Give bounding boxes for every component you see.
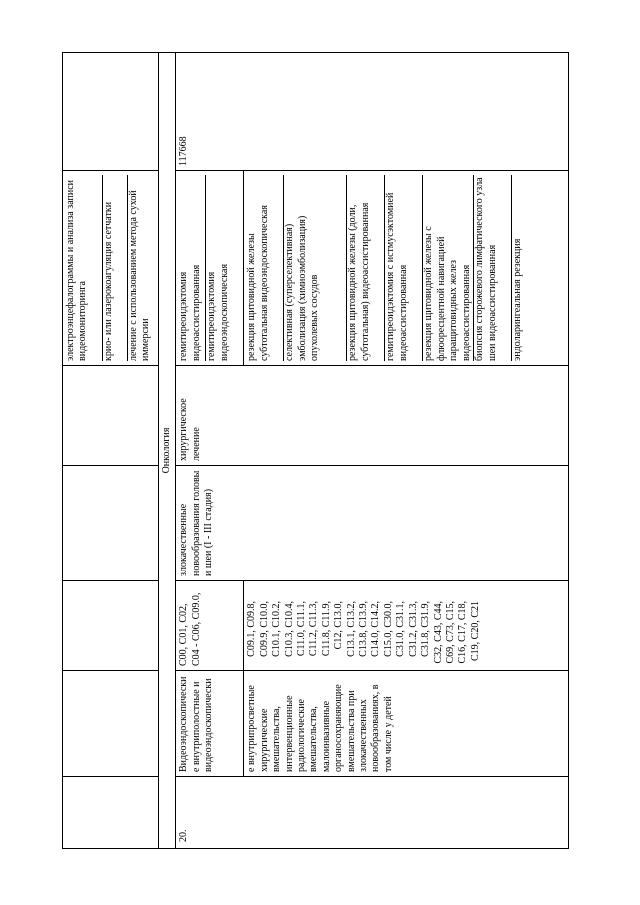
method-item: электроэнцефалограммы и анализа записи видеомониторинга [65, 175, 103, 361]
method-item: эндоларингеальная резекция [512, 238, 524, 361]
cell-cost-empty [63, 53, 159, 171]
cell-number-empty [63, 777, 159, 849]
procedure-name-head: Видеоэндоскопические внутриполостные и видеоэндоскопически [176, 671, 244, 777]
procedure-table [62, 52, 569, 849]
method-item: биопсия сторожевого лимфатического узла шеи видеоассистированная [474, 175, 512, 361]
method-item: резекция щитовидной железы с флюоресцентной навигацией паращитовидных желез видеоассистированная [423, 175, 474, 361]
methods-tail [244, 171, 569, 366]
patient-model: злокачественные новообразования головы и шеи (I - III стадия) [176, 466, 569, 581]
rotated-table-container [62, 53, 573, 849]
section-title: Онкология [159, 53, 176, 849]
table-row-previous [63, 53, 159, 849]
method-item: селективная (суперселективная) эмболизация (химиоэмболизация) опухолевых сосудов [284, 175, 347, 361]
treatment-type: хирургическое лечение [176, 366, 569, 466]
diagnosis-codes-tail: C09.1, C09.8, C09.9, C10.0, C10.1, C10.2, C10.3, C10.4, C11.0, C11.1, C11.2, C11.3, C11.8, C11.9, C12, C13.0, C13.1, C13.2, C13.8, C13.9, C14.0, C14.2, C15.0, C30.0, C31.0, C31.1, C31.2, C31.3, C31.8, C31.9, C32, C43, C44, C69, C73, C15, C16, C17, C18, C19, C20, C21 [244, 581, 569, 671]
cell-treatment-empty [63, 366, 159, 466]
methods-list-previous [65, 175, 154, 361]
method-item: гемитиреоидэктомия с истмусэктомией видеоассистированная [385, 175, 423, 361]
method-item: резекция щитовидной железы субтотальная видеоэндоскопическая [246, 175, 284, 361]
procedure-name-tail: е внутрипросветные хирургические вмешательства, интервенционные радиологические вмешательства, малоинвазивные органосохраняющие вмешательства при злокачественных новообразованиях, в том числе у детей [244, 671, 569, 777]
row-number: 20. [176, 777, 569, 849]
method-item: лечение с использованием метода сухой иммерсии [128, 190, 152, 361]
diagnosis-codes-head: C00, C01, C02, C04 - C06, C09.0, [176, 581, 244, 671]
methods-head [176, 171, 244, 366]
method-item: крио- или лазерокоагуляция сетчатки [103, 175, 128, 361]
cost-value: 117668 [176, 53, 569, 171]
method-item: резекция щитовидной железы (доли, субтотальная) видеоассистированная [347, 175, 385, 361]
section-row [159, 53, 176, 849]
table-row-20-head [176, 53, 244, 849]
methods-list-tail [246, 175, 524, 361]
method-item: гемитиреоидэктомия видеоассистированная [178, 175, 206, 361]
cell-model-empty [63, 466, 159, 581]
cell-codes-empty [63, 581, 159, 671]
cell-methods-previous [63, 171, 159, 366]
methods-list-head [178, 175, 233, 361]
method-item: гемитиреоидэктомия видеоэндоскопическая [206, 263, 230, 361]
cell-name-empty [63, 671, 159, 777]
